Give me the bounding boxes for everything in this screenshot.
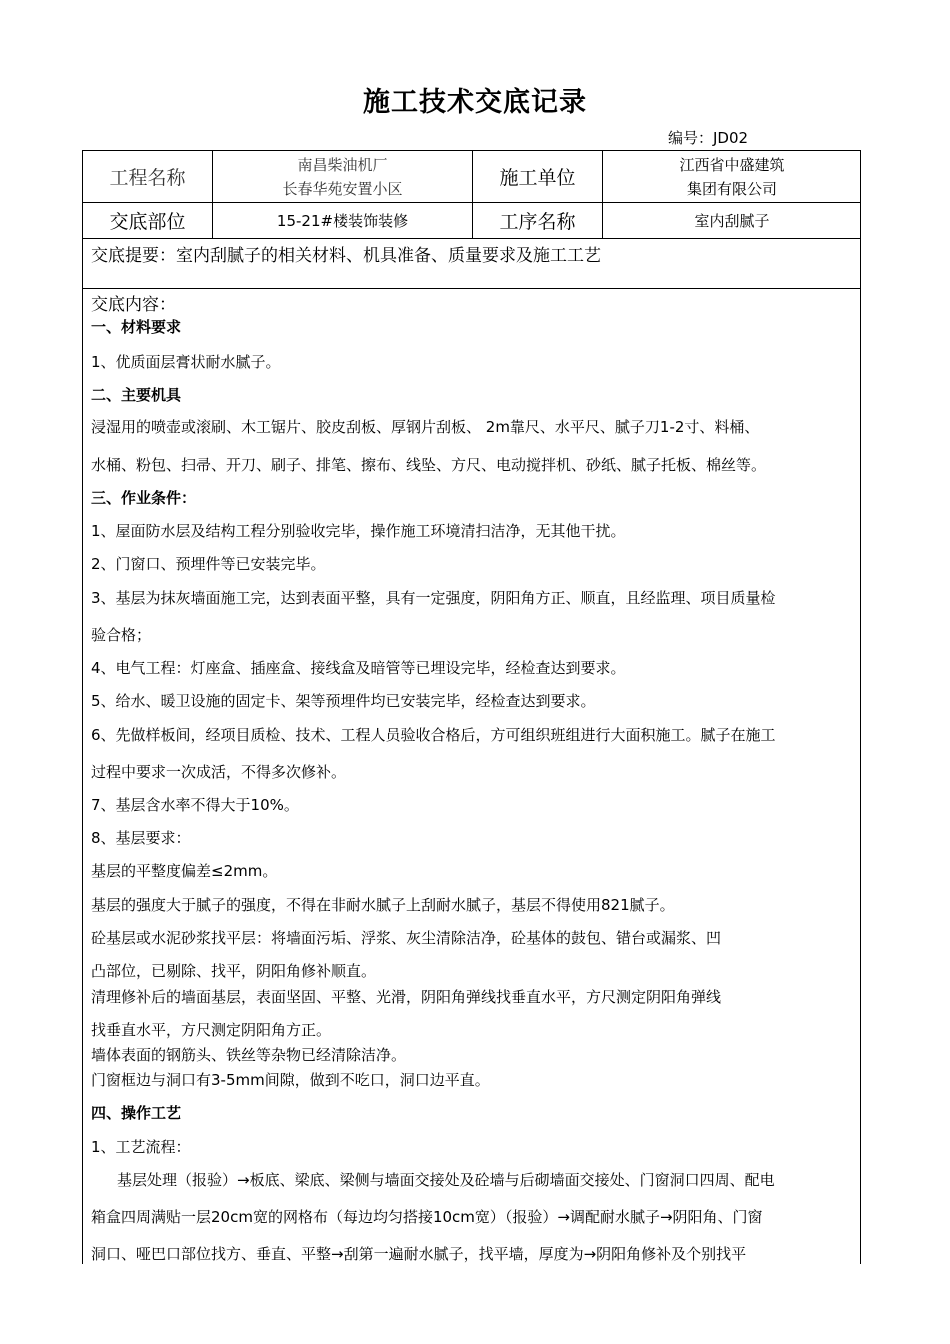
section-heading: 四、操作工艺: [91, 1104, 182, 1122]
content-line: 1、优质面层膏状耐水腻子。: [91, 353, 281, 371]
content-label: 交底内容：: [91, 295, 176, 315]
project-name-line: 南昌柴油机厂: [297, 155, 388, 174]
handover-part-label: 交底部位: [109, 211, 186, 233]
construction-unit-value: [603, 151, 861, 202]
content-line: 基层的强度大于腻子的强度，不得在非耐水腻子上刮耐水腻子，基层不得使用821腻子。: [91, 896, 675, 914]
content-line: 2、门窗口、预埋件等已安装完毕。: [91, 555, 326, 573]
table-rule: [82, 288, 861, 289]
content-line: 6、先做样板间，经项目质检、技术、工程人员验收合格后，方可组织班组进行大面积施工。腻子在施工: [91, 726, 776, 744]
section-heading: 三、作业条件：: [91, 489, 197, 507]
project-name-label: 工程名称: [109, 167, 186, 189]
content-line: 洞口、哑巴口部位找方、垂直、平整→刮第一遍耐水腻子，找平墙，厚度为→阴阳角修补及个别找平: [91, 1245, 747, 1263]
content-line: 8、基层要求：: [91, 829, 191, 847]
content-line: 箱盒四周满贴一层20cm宽的网格布（每边均匀搭接10cm宽）（报验）→调配耐水腻子→阴阳角、门窗: [91, 1208, 763, 1226]
content-line: 水桶、粉包、扫帚、开刀、刷子、排笔、擦布、线坠、方尺、电动搅拌机、砂纸、腻子托板、棉丝等。: [91, 456, 767, 474]
content-line: 1、屋面防水层及结构工程分别验收完毕，操作施工环境清扫洁净，无其他干扰。: [91, 522, 626, 540]
construction-unit-label: 施工单位: [499, 167, 576, 189]
content-line: 墙体表面的钢筋头、铁丝等杂物已经清除洁净。: [91, 1046, 407, 1064]
content-line: 4、电气工程：灯座盒、插座盒、接线盒及暗管等已埋设完毕，经检查达到要求。: [91, 659, 626, 677]
content-line: 验合格；: [91, 626, 152, 644]
handover-summary: 交底提要：室内刮腻子的相关材料、机具准备、质量要求及施工工艺: [91, 246, 601, 266]
section-heading: 一、材料要求: [91, 318, 182, 336]
project-name-value: [213, 151, 472, 202]
content-line: 找垂直水平，方尺测定阴阳角方正。: [91, 1021, 332, 1039]
content-line: 1、工艺流程：: [91, 1138, 191, 1156]
content-line: 过程中要求一次成活，不得多次修补。: [91, 763, 347, 781]
document-title: 施工技术交底记录: [363, 87, 587, 118]
content-line: 基层的平整度偏差≤2mm。: [91, 862, 278, 880]
content-line: 基层处理（报验）→板底、梁底、梁侧与墙面交接处及砼墙与后砌墙面交接处、门窗洞口四周、配电: [117, 1171, 775, 1189]
process-name-value: 室内刮腻子: [694, 211, 770, 230]
construction-unit-line: 江西省中盛建筑: [679, 155, 785, 174]
content-line: 7、基层含水率不得大于10%。: [91, 796, 299, 814]
content-line: 砼基层或水泥砂浆找平层：将墙面污垢、浮浆、灰尘清除洁净，砼基体的鼓包、错台或漏浆、凹: [91, 929, 722, 947]
section-heading: 二、主要机具: [91, 386, 182, 404]
process-name-label: 工序名称: [499, 211, 576, 233]
document-code: 编号：JD02: [668, 129, 749, 147]
content-line: 5、给水、暖卫设施的固定卡、架等预埋件均已安装完毕，经检查达到要求。: [91, 692, 596, 710]
handover-part-value: 15-21#楼装饰装修: [276, 211, 409, 230]
content-line: 浸湿用的喷壶或滚刷、木工锯片、胶皮刮板、厚钢片刮板、 2m靠尺、水平尺、腻子刀1-2寸、料桶、: [91, 418, 760, 436]
table-rule: [82, 238, 861, 239]
project-name-line: 长春华苑安置小区: [282, 179, 403, 198]
content-line: 清理修补后的墙面基层，表面坚固、平整、光滑，阴阳角弹线找垂直水平，方尺测定阴阳角弹线: [91, 988, 722, 1006]
content-line: 门窗框边与洞口有3-5mm间隙，做到不吃口，洞口边平直。: [91, 1071, 490, 1089]
content-line: 3、基层为抹灰墙面施工完，达到表面平整，具有一定强度，阴阳角方正、顺直，且经监理、项目质量检: [91, 589, 776, 607]
content-line: 凸部位，已剔除、找平，阴阳角修补顺直。: [91, 962, 377, 980]
construction-unit-line: 集团有限公司: [686, 179, 777, 198]
